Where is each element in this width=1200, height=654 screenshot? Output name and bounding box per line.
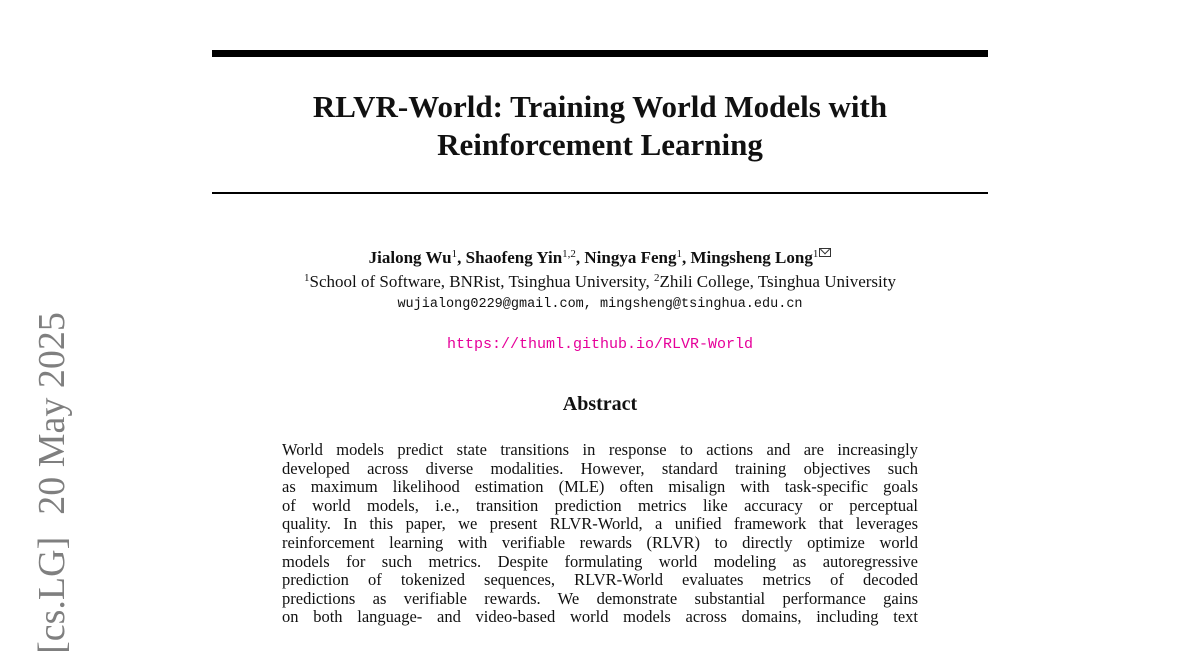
abstract-line: models for such metrics. Despite formulating world modeling as autoregressive (282, 551, 918, 571)
title-line-1: RLVR-World: Training World Models with (312, 89, 888, 124)
arxiv-date: 20 May 2025 (31, 312, 73, 515)
title-top-rule (212, 50, 988, 57)
project-page-link[interactable]: https://thuml.github.io/RLVR-World (446, 336, 754, 353)
abstract-line: predictions as verifiable rewards. We demonstrate substantial performance gains (282, 588, 918, 608)
arxiv-category: [cs.LG] (31, 536, 73, 654)
abstract-line: prediction of tokenized sequences, RLVR-World evaluates metrics of decoded (282, 570, 918, 590)
affil-mark: 1 (304, 272, 310, 284)
abstract-body (282, 441, 918, 627)
abstract-line: of world models, i.e., transition prediction metrics like accuracy or perceptual (282, 495, 918, 515)
author-name: Ningya Feng (584, 248, 677, 267)
author-emails: wujialong0229@gmail.com, mingsheng@tsinghua.edu.cn (397, 297, 803, 312)
author-separator: , (575, 248, 585, 267)
author-list (212, 247, 988, 269)
author-name: Mingsheng Long (690, 248, 813, 267)
abstract-line: developed across diverse modalities. However, standard training objectives such (282, 458, 918, 478)
author-affil-mark: 1 (451, 248, 458, 260)
author-name: Jialong Wu (368, 248, 452, 267)
affil-mark: 2 (653, 272, 660, 284)
author-separator: , (457, 248, 466, 267)
abstract-line: on both language- and video-based world models across domains, including text (282, 607, 918, 627)
arxiv-side-stamp (30, 290, 74, 654)
abstract-line: reinforcement learning with verifiable rewards (RLVR) to directly optimize world (282, 532, 918, 552)
abstract-line: as maximum likelihood estimation (MLE) often misalign with task-specific goals (282, 477, 918, 497)
affiliations (212, 271, 988, 293)
abstract-line: World models predict state transitions in response to actions and are increasingly (282, 440, 918, 459)
affil-text: Zhili College, Tsinghua University (659, 272, 896, 291)
author-affil-mark: 1,2 (562, 248, 576, 260)
title-line-2: Reinforcement Learning (437, 127, 763, 162)
abstract-line: quality. In this paper, we present RLVR-World, a unified framework that leverages (282, 514, 918, 534)
author-affil-mark: 1 (812, 248, 819, 260)
author-separator: , (682, 248, 691, 267)
affil-text: School of Software, BNRist, Tsinghua University, (309, 272, 654, 291)
paper-title (212, 88, 988, 164)
author-name: Shaofeng Yin (465, 248, 563, 267)
title-bottom-rule (212, 192, 988, 194)
corresponding-author-envelope-icon (819, 248, 831, 257)
author-affil-mark: 1 (676, 248, 682, 260)
abstract-heading: Abstract (562, 393, 638, 415)
